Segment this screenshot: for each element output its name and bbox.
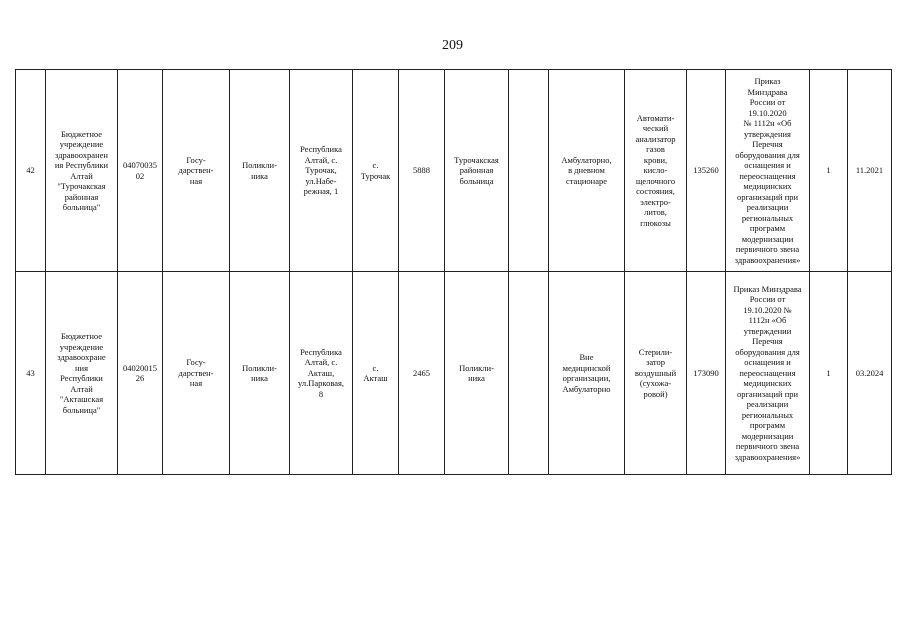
row-number: 42 [16, 70, 46, 272]
population: 2465 [399, 272, 445, 475]
quantity: 1 [810, 272, 848, 475]
delivery-date: 11.2021 [848, 70, 892, 272]
ownership-form: Госу- дарствен- ная [163, 272, 230, 475]
equipment-registry-table [15, 69, 892, 475]
equipment-code: 173090 [687, 272, 726, 475]
empty-cell [509, 70, 549, 272]
address: Республика Алтай, с. Турочак, ул.Набе- режная, 1 [290, 70, 353, 272]
equipment-code: 135260 [687, 70, 726, 272]
table-row [16, 70, 892, 272]
ownership-form: Госу- дарствен- ная [163, 70, 230, 272]
locality: с. Акташ [353, 272, 399, 475]
page-number: 209 [442, 38, 463, 53]
delivery-date: 03.2024 [848, 272, 892, 475]
row-number: 43 [16, 272, 46, 475]
population: 5888 [399, 70, 445, 272]
institution-code: 04020015 26 [118, 272, 163, 475]
unit-type: Поликли- ника [230, 70, 290, 272]
address: Республика Алтай, с. Акташ, ул.Парковая, 8 [290, 272, 353, 475]
legal-basis: Приказ Минздрава России от 19.10.2020 № 1112н «Об утверждении Перечня оборудования для оснащения и переоснащения медицинских организаций при реализации региональных программ модернизации первичного звена здравоохранения» [726, 272, 810, 475]
equipment-name: Автомати- ческий анализатор газов крови, кисло- щелочного состояния, электро- литов, глюкозы [625, 70, 687, 272]
institution-code: 04070035 02 [118, 70, 163, 272]
legal-basis: Приказ Минздрава России от 19.10.2020 № 1112н «Об утверждения Перечня оборудования для оснащения и переоснащения медицинских организаций при реализации региональных программ модернизации первичного звена здравоохранения» [726, 70, 810, 272]
equipment-name: Стерили- затор воздушный (сухожа- ровой) [625, 272, 687, 475]
unit-type: Поликли- ника [230, 272, 290, 475]
locality: с. Турочак [353, 70, 399, 272]
facility-name: Турочакская районная больница [445, 70, 509, 272]
service-conditions: Вне медицинской организации, Амбулаторно [549, 272, 625, 475]
quantity: 1 [810, 70, 848, 272]
institution-name: Бюджетное учреждение здравоохране ния Республики Алтай "Акташская больница" [46, 272, 118, 475]
facility-name: Поликли- ника [445, 272, 509, 475]
service-conditions: Амбулаторно, в дневном стационаре [549, 70, 625, 272]
institution-name: Бюджетное учреждение здравоохранен ия Республики Алтай "Турочакская районная больница" [46, 70, 118, 272]
table-row [16, 272, 892, 475]
empty-cell [509, 272, 549, 475]
